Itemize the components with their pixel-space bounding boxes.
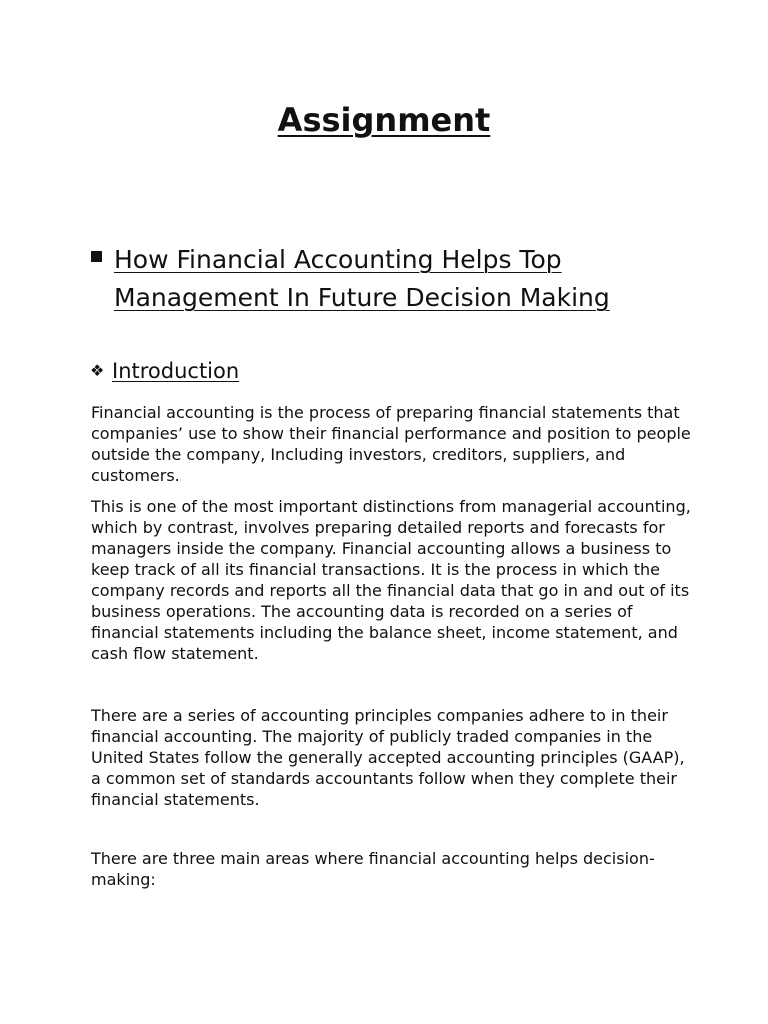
main-heading-text: How Financial Accounting Helps Top Management In Future Decision Making — [114, 245, 610, 312]
section-heading — [90, 356, 690, 386]
paragraph-1: Financial accounting is the process of preparing financial statements that companies’ use to show their financial performance and position to people outside the company, Including investors, creditors, suppliers, and customers. — [91, 403, 691, 485]
main-heading — [90, 241, 690, 317]
section-heading-text: Introduction — [112, 359, 240, 383]
paragraph-4: There are three main areas where financial accounting helps decision-making: — [91, 849, 655, 889]
paragraph-2: This is one of the most important distinctions from managerial accounting, which by contrast, involves preparing detailed reports and forecasts for managers inside the company. Financial accounting allows a business to keep track of all its financial transactions. It is the process in which the company records and reports all the financial data that go in and out of its business operations. The accounting data is recorded on a series of financial statements including the balance sheet, income statement, and cash flow statement. — [91, 497, 691, 663]
diamond-bullet-icon: ❖ — [90, 361, 105, 380]
paragraph-3: There are a series of accounting principles companies adhere to in their financial accounting. The majority of publicly traded companies in the United States follow the generally accepted accounting principles (GAAP), a common set of standards accountants follow when they complete their financial statements. — [91, 706, 685, 809]
square-bullet-icon — [91, 251, 102, 262]
document-title: Assignment — [277, 101, 491, 139]
